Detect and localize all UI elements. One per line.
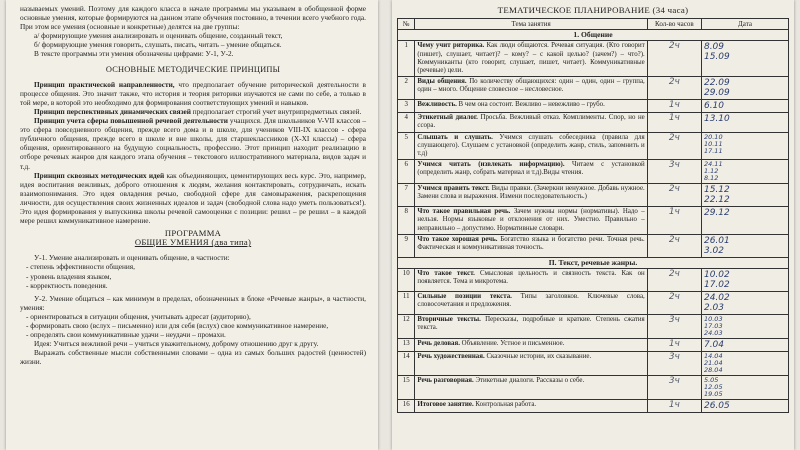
list-item: - ориентироваться в ситуации общения, учитывать адресат (аудиторию), (26, 311, 251, 321)
table-row (398, 292, 789, 315)
topic-description: Читаем с установкой (определить жанр, собрать материал и т.д).Виды чтения. (417, 161, 645, 177)
section-title: П. Текст, речевые жанры. (398, 257, 789, 268)
row-dates (701, 184, 788, 207)
principle-4-text: как объединяющих, цементирующих весь курс. Это, например, идея воспитания вежливых, доброго отношения к людям, желания контактировать, сотрудничать, искать взаимопонимания. Это идея овладения речью, свободной сфере для самовыражения, раскрепощения личности, для осуществления своих жизненных идеалов и задач (свободной слова надо уметь пользоваться!). Это идея формирования у выпускника школы речевой самооценки с позиции: решил – ре решил – в каждой мере решил коммуникативное намерение. (20, 170, 366, 226)
handwritten-date: 13.10 (703, 114, 730, 125)
handwritten-date: 1.12 (703, 167, 719, 176)
handwritten-date: 15.12 (703, 185, 730, 196)
list-item: - определять свои коммуникативные удачи – неудачи – промахи. (26, 330, 226, 340)
table-row (398, 113, 789, 132)
topic-title: Речь разговорная. (417, 377, 474, 385)
right-page (392, 0, 794, 450)
row-topic (415, 400, 647, 413)
topic-description: Контрольная работа. (473, 401, 537, 409)
topic-title: Этикетный диалог. (417, 114, 478, 122)
principle-4 (20, 171, 366, 226)
row-dates (701, 160, 788, 184)
row-number: 8 (398, 207, 415, 235)
list-item: - формировать свою (вслух – письменно) или для себя (вслух) свое коммуникативное намерение, (26, 321, 329, 330)
header-topic: Тема занятия (415, 19, 647, 30)
handwritten-date: 29.12 (703, 208, 730, 219)
intro-note: В тексте программы эти умения обозначены цифрами: У-1, У-2. (34, 49, 234, 59)
row-hours: 3ч (647, 315, 701, 339)
principle-3 (20, 116, 366, 171)
row-topic (415, 113, 647, 132)
topic-title: Виды общения. (417, 78, 467, 86)
table-row (398, 184, 789, 207)
row-topic (415, 269, 647, 292)
row-number: 4 (398, 113, 415, 132)
handwritten-date: 15.09 (703, 52, 730, 63)
topic-title: Вежливость. (417, 101, 457, 109)
handwritten-date: 17.02 (703, 280, 730, 291)
u1-lead: У-1. Умение анализировать и оценивать общение, в частности: (34, 253, 230, 263)
skills-heading: ОБЩИЕ УМЕНИЯ (два типа) (134, 237, 252, 248)
topic-title: Речь художественная. (417, 353, 485, 361)
row-number: 5 (398, 132, 415, 160)
principle-1-title: Принцип практической направленности, (34, 79, 175, 89)
row-number: 14 (398, 352, 415, 376)
handwritten-date: 12.05 (703, 383, 723, 392)
principle-3-text: учащихся. Для школьников V-VII классов – это сфера повседневного общения, прежде всего дома и в школе, для учеников VIII-IX классов - сфера публичного общения, прежде всего в школе и вне школы, для старшеклассников (X-XI классы) – сфера общения, ориентированного на будущую социальность, профессию. Этот принцип находит реализацию в отборе речевых жанров для каждого этапа обучения – текстового иллюстративного материала, видов задач и т.д. (20, 116, 366, 171)
section-row (398, 30, 789, 41)
table-row (398, 77, 789, 100)
list-item: - уровень владения языком, (26, 271, 112, 281)
left-page-text (6, 0, 378, 366)
row-topic (415, 207, 647, 235)
row-dates (701, 376, 788, 400)
principle-2-title: Принцип перспективных динамических связей (34, 106, 191, 116)
handwritten-date: 2.03 (703, 303, 725, 314)
row-number: 16 (398, 400, 415, 413)
topic-title: Вторичные тексты. (417, 316, 481, 324)
handwritten-date: 24.03 (703, 329, 723, 338)
handwritten-date: 8.12 (703, 174, 719, 183)
row-hours: 2ч (647, 234, 701, 257)
topic-title: Учимся читать (извлекать информацию). (417, 161, 565, 169)
left-page (6, 0, 378, 450)
table-row (398, 376, 789, 400)
topic-description: Зачем нужны нормы (нормативы). Надо – нельзя. Нормы языковые и отклонения от них. Уместно. Правильно – неправильно – допустимо. Нормативные словари. (417, 208, 645, 232)
topic-title: Слышать и слушать. (417, 133, 493, 141)
row-hours: 2ч (647, 292, 701, 315)
topic-description: Учимся слушать собеседника (правила для слушающего). Слушаем с установкой (определить жанр, стиль, запомнить и т.д) (417, 133, 645, 158)
row-hours: 3ч (647, 160, 701, 184)
row-hours: 1ч (647, 400, 701, 413)
list-item: - степень эффективности общения, (26, 262, 135, 272)
planning-table (397, 18, 789, 413)
principle-2-text: предполагает строгий учет внутрипредметных связей. (190, 106, 362, 116)
row-number: 2 (398, 77, 415, 100)
intro-item-b: б/ формирующие умения говорить, слушать, писать, читать – умение общаться. (34, 40, 282, 50)
row-number: 11 (398, 292, 415, 315)
row-number: 15 (398, 376, 415, 400)
row-topic (415, 160, 647, 184)
row-hours: 2ч (647, 269, 701, 292)
topic-title: Чему учит риторика. (417, 42, 485, 50)
row-number: 6 (398, 160, 415, 184)
topic-description: Пересказы, подробные и краткие. Степень сжатия текста. (417, 316, 645, 332)
idea-paragraph: Идея: Учиться вежливой речи – учиться уважительному, доброму отношению друг к другу. (34, 339, 319, 349)
row-number: 13 (398, 339, 415, 352)
intro-item-a: а/ формирующие умения анализировать и оценивать общение, созданный текст, (34, 31, 283, 41)
section-title: 1. Общение (398, 30, 789, 41)
topic-description: Смысловая цельность и связность текста. Как он появляется. Тема и микротема. (417, 270, 645, 286)
topic-title: Итоговое занятие. (417, 401, 474, 409)
handwritten-date: 24.11 (703, 160, 723, 169)
row-dates (701, 315, 788, 339)
handwritten-date: 29.09 (703, 88, 730, 99)
row-number: 9 (398, 234, 415, 257)
handwritten-date: 20.10 (703, 132, 723, 141)
row-topic (415, 234, 647, 257)
row-dates (701, 132, 788, 160)
row-dates (701, 41, 788, 77)
topic-description: Виды правки. (Зачеркни ненужное. Добавь нужное. Замени слова и выражения. Измени последовательность.) (417, 185, 645, 201)
row-hours: 3ч (647, 352, 701, 376)
table-row (398, 132, 789, 160)
row-hours: 2ч (647, 132, 701, 160)
topic-title: Что такое текст. (417, 270, 475, 278)
u2-list (20, 312, 366, 339)
principle-4-title: Принцип сквозных методических идей (34, 170, 165, 180)
row-hours: 1ч (647, 207, 701, 235)
list-item: - корректность поведения. (26, 280, 108, 290)
section-row (398, 257, 789, 268)
row-dates (701, 352, 788, 376)
topic-description: Сказочные истории, их сказывание. (484, 353, 592, 361)
principle-1-text: что предполагает обучение риторической деятельности в процессе общения. Это значит также, что история и теория риторики изучаются не сами по себе, а только в той мере, в которой это необходимо для формирования соответствующих умений и навыков. (20, 79, 367, 107)
row-number: 7 (398, 184, 415, 207)
table-row (398, 207, 789, 235)
handwritten-date: 8.09 (703, 42, 725, 53)
row-hours: 2ч (647, 184, 701, 207)
row-topic (415, 41, 647, 77)
table-row (398, 315, 789, 339)
topic-title: Речь деловая. (417, 340, 460, 348)
table-header-row (398, 19, 789, 30)
topic-description: Просьба. Вежливый отказ. Комплименты. Спор, но не ссора. (417, 114, 645, 130)
topic-description: Как люди общаются. Речевая ситуация. (Кто говорит (пишет), слушает, читает)? – кому? – с какой целью? (зачем?) – что?). Коммуниканты (кто говорит, слушает, пишет, читает). Коммуникативные (речевые) цели. (417, 42, 645, 75)
row-topic (415, 315, 647, 339)
closing-paragraph: Выражать собственные мысли собственными словами – одна из самых больших радостей (ценностей) жизни. (20, 348, 366, 367)
handwritten-date: 19.05 (703, 390, 723, 399)
handwritten-date: 5.05 (703, 376, 719, 385)
handwritten-date: 24.02 (703, 293, 730, 304)
topic-description: Типы заголовков. Ключевые слова, словосочетания и предложения. (417, 293, 645, 309)
row-number: 10 (398, 269, 415, 292)
handwritten-date: 14.04 (703, 352, 723, 361)
handwritten-date: 10.02 (703, 270, 730, 281)
header-no: № (398, 19, 415, 30)
header-date: Дата (701, 19, 788, 30)
table-row (398, 339, 789, 352)
row-dates (701, 113, 788, 132)
u2-lead: У-2. Умение общаться – как минимум в пределах, обозначенных в блоке «Речевые жанры», в частности, умения: (20, 293, 366, 312)
row-topic (415, 339, 647, 352)
table-row (398, 352, 789, 376)
row-number: 1 (398, 41, 415, 77)
handwritten-date: 22.12 (703, 195, 730, 206)
row-topic (415, 376, 647, 400)
row-hours: 3ч (647, 376, 701, 400)
principle-2 (20, 107, 366, 116)
row-dates (701, 269, 788, 292)
topic-description: По количеству общающихся: один – один, один – группа, один – много. Общение словесное – несловесное. (417, 78, 645, 94)
row-topic (415, 292, 647, 315)
principle-1 (20, 80, 366, 107)
topic-title: Учимся править текст. (417, 185, 490, 193)
row-topic (415, 132, 647, 160)
handwritten-date: 17.03 (703, 322, 723, 331)
handwritten-date: 10.11 (703, 139, 723, 148)
row-number: 3 (398, 100, 415, 113)
handwritten-date: 17.11 (703, 146, 723, 155)
principles-heading: ОСНОВНЫЕ МЕТОДИЧЕСКИЕ ПРИНЦИПЫ (105, 64, 281, 74)
table-row (398, 100, 789, 113)
table-row (398, 234, 789, 257)
row-topic (415, 100, 647, 113)
row-dates (701, 339, 788, 352)
topic-title: Сильные позиции текста. (417, 293, 512, 301)
topic-description: В чем она состоит. Вежливо – невежливо – грубо. (456, 101, 605, 109)
row-hours: 2ч (647, 77, 701, 100)
topic-description: Этикетные диалоги. Рассказы о себе. (473, 377, 585, 385)
handwritten-date: 21.04 (703, 359, 723, 368)
row-topic (415, 77, 647, 100)
handwritten-date: 6.10 (703, 101, 725, 112)
row-dates (701, 292, 788, 315)
table-row (398, 41, 789, 77)
planning-title: ТЕМАТИЧЕСКОЕ ПЛАНИРОВАНИЕ (34 часа) (497, 5, 689, 15)
row-dates (701, 77, 788, 100)
table-row (398, 160, 789, 184)
topic-title: Что такое хорошая речь. (417, 235, 498, 243)
row-dates (701, 100, 788, 113)
handwritten-date: 26.05 (703, 401, 730, 412)
u1-list (20, 262, 366, 289)
row-number: 12 (398, 315, 415, 339)
row-hours: 1ч (647, 100, 701, 113)
row-dates (701, 234, 788, 257)
handwritten-date: 3.02 (703, 245, 725, 256)
row-topic (415, 184, 647, 207)
row-hours: 1ч (647, 339, 701, 352)
handwritten-date: 22.09 (703, 78, 730, 89)
table-row (398, 400, 789, 413)
row-topic (415, 352, 647, 376)
row-hours: 2ч (647, 41, 701, 77)
header-hours: Кол-во часов (647, 19, 701, 30)
principle-3-title: Принцип учета сферы повышенной речевой деятельности (34, 116, 228, 126)
handwritten-date: 7.04 (703, 340, 725, 351)
row-hours: 1ч (647, 113, 701, 132)
row-dates (701, 400, 788, 413)
table-row (398, 269, 789, 292)
row-dates (701, 207, 788, 235)
topic-title: Что такое правильная речь. (417, 208, 511, 216)
topic-description: Богатство языка и богатство речи. Точная речь. Фактическая и коммуникативная точность. (417, 235, 645, 252)
handwritten-date: 26.01 (703, 235, 730, 246)
handwritten-date: 10.03 (703, 315, 723, 324)
handwritten-date: 28.04 (703, 366, 723, 375)
intro-paragraph: называемых умений. Поэтому для каждого класса в начале программы мы указываем в обобщенной форме основные умения, которые формируются на данном этапе обучения постоянно, в течении всего учебного года. При этом все умения (основные и конкретные) делятся на две группы: (20, 4, 366, 32)
program-heading: ПРОГРАММА (164, 228, 222, 239)
topic-description: Объявление. Устное и письменное. (459, 340, 565, 348)
